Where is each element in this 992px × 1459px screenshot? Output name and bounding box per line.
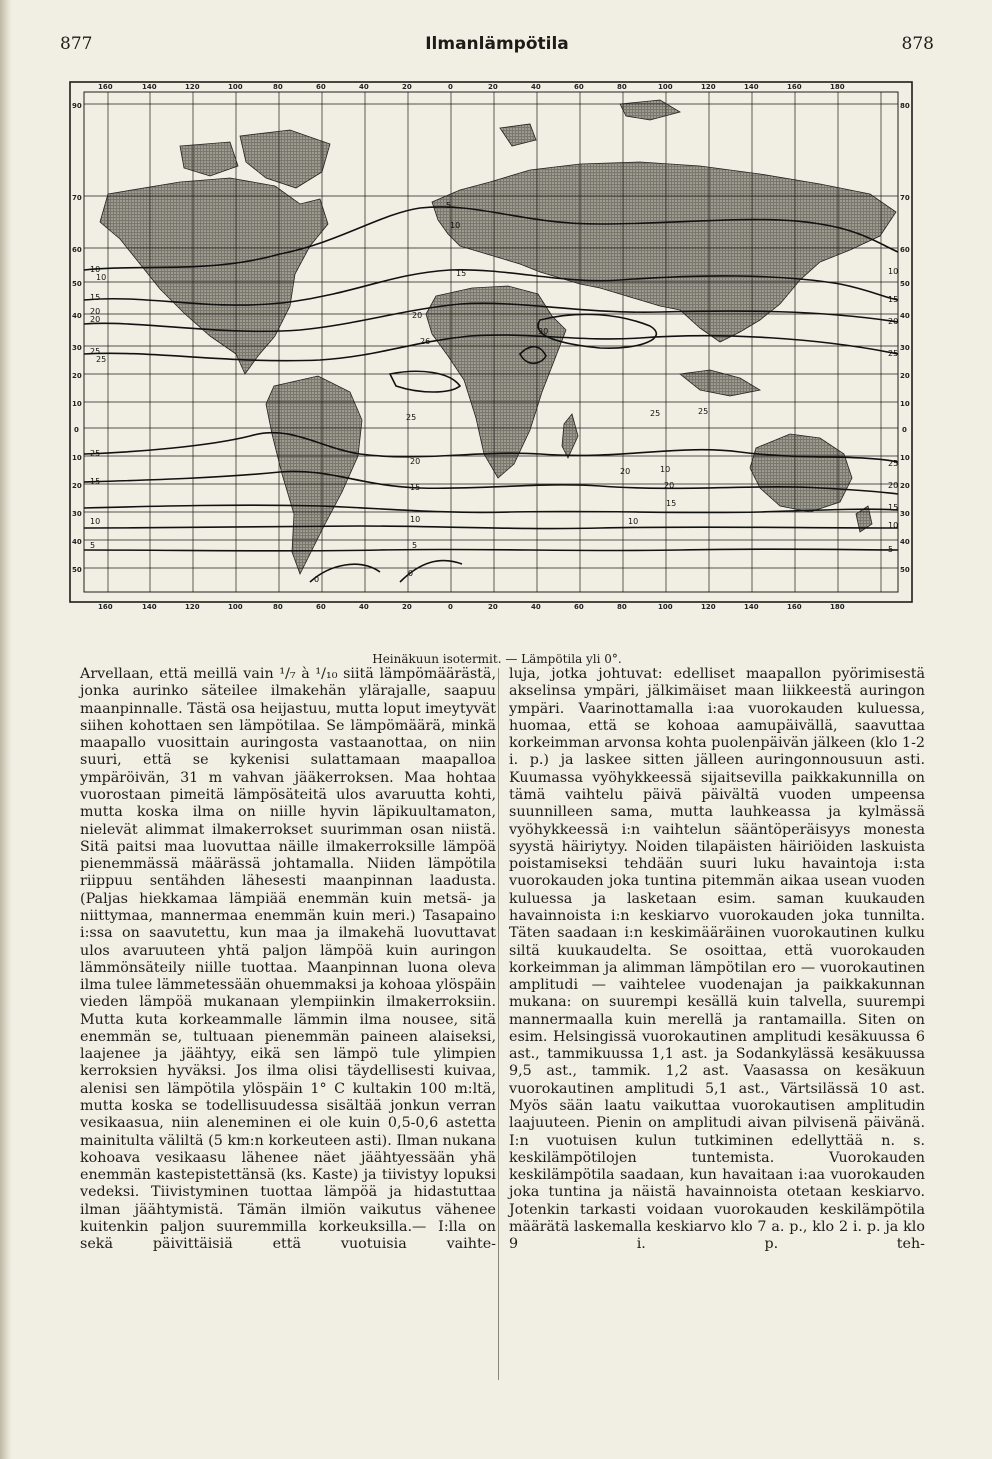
iso-15b: 15 [456, 269, 467, 278]
iso-s20a: 20 [410, 457, 421, 466]
top-lon-12: 80 [617, 83, 627, 91]
bottom-lon-13: 100 [658, 603, 673, 611]
iso-n15r: 15 [666, 499, 677, 508]
iso-10b: 10 [90, 265, 101, 274]
iso-s20b: 20 [620, 467, 631, 476]
bottom-lon-16: 160 [787, 603, 802, 611]
top-lon-1: 140 [142, 83, 157, 91]
iso-s10c: 10 [628, 517, 639, 526]
top-lon-14: 120 [701, 83, 716, 91]
iso-n25r: 25 [698, 407, 709, 416]
top-lon-0: 160 [98, 83, 113, 91]
map-svg [60, 74, 934, 614]
top-lon-9: 20 [488, 83, 498, 91]
left-column-text: Arvellaan, että meillä vain ¹/₇ à ¹/₁₀ siitä lämpömäärästä, jonka aurinko säteilee ilmakehän ylärajalle, saapuu maanpinnalle. Tästä osa heijastuu, mutta loput imeytyvät siihen kohottaen sen lämpötilaa. Se lämpömäärä, minkä maapallo vuosittain auringosta vastaanottaa, on niin suuri, että se kykenisi sulattamaan maapalloa ympäröivän, 31 m vahvan jääkerroksen. Maa hohtaa vuorostaan pimeitä lämpösäteitä ulos avaruutta kohti, mutta koska ilma on niille hyvin läpikuultamaton, nielevät alimmat ilmakerrokset suurimman osan niistä. Sitä paitsi maa luovuttaa näille ilmakerroksille lämpöä pienemmässä määrässä johtamalla. Niiden lämpötila riippuu sentähden lähesesti maanpinnan laadusta. (Paljas hiekkamaa lämpiää enemmän kuin metsä- ja niittymaa, mannermaa enemmän kuin meri.) Tasapaino i:ssa on saavutettu, kun maa ja ilmakehä luovuttavat ulos avaruuteen yhtä paljon lämpöä kuin auringon lämmönsäteily niille tuottaa. Maanpinnan luona oleva ilma tulee lämmetessään ohuemmaksi ja kohoaa ylöspäin vieden lämpöä mukanaan ylempiinkin ilmakerroksiin. Mutta kuta korkeammalle lämmin ilma nousee, sitä enemmän se, tultuaan pienemmän paineen alaiseksi, laajenee ja jäähtyy, eikä sen lämpö tule ylimpien kerroksien hyväksi. Jos ilma olisi täydellisesti kuivaa, alenisi sen lämpötila ylöspäin 1° C kultakin 100 m:ltä, mutta koska se todellisuudessa sisältää jonkun verran vesikaasua, niin aleneminen ei ole kuin 0,5-0,6 astetta mainitulta väliltä (5 km:n korkeuteen asti). Ilman nukana kohoava vesikaasu lähenee näet jäähtyessään yhä enemmän kastepistettänsä (ks. Kaste) ja tiivistyy lopuksi vedeksi. Tiivistyminen tuottaa lämpöä ja hidastuttaa ilman jäähtymistä. Tämän ilmiön vaikutus vähenee kuitenkin paljon suuremmilla korkeuksilla.— I:lla on sekä päivittäisiä että vuotuisia vaihte- [80, 666, 496, 1253]
top-lon-7: 20 [402, 83, 412, 91]
bottom-lon-14: 120 [701, 603, 716, 611]
left-column [80, 666, 496, 1254]
top-lon-4: 80 [273, 83, 283, 91]
iso-10c: 10 [888, 267, 899, 276]
iso-20c: 20 [888, 317, 899, 326]
iso-s25r: 25 [888, 459, 899, 468]
iso-s10a: 10 [90, 517, 101, 526]
top-lon-2: 120 [185, 83, 200, 91]
right-lat-9: 10 [900, 454, 910, 462]
iso-25a: 25 [90, 347, 101, 356]
right-column [509, 666, 925, 1254]
isotherm-world-map [60, 74, 934, 614]
iso-25d: 25 [650, 409, 661, 418]
left-lat-10: 20 [72, 482, 82, 490]
figure-caption: Heinäkuun isotermit. — Lämpötila yli 0°. [372, 652, 622, 666]
iso-s5c: 5 [888, 545, 894, 554]
left-lat-1: 70 [72, 194, 82, 202]
bottom-lon-11: 60 [574, 603, 584, 611]
book-binding-edge [0, 0, 12, 1459]
iso-5: 5 [446, 201, 452, 210]
left-lat-2: 60 [72, 246, 82, 254]
right-lat-4: 40 [900, 312, 910, 320]
top-lon-5: 60 [316, 83, 326, 91]
left-lat-4: 40 [72, 312, 82, 320]
bottom-lon-15: 140 [744, 603, 759, 611]
right-lat-6: 20 [900, 372, 910, 380]
iso-s25: 25 [90, 449, 101, 458]
top-lon-15: 140 [744, 83, 759, 91]
left-lat-8: 0 [74, 426, 79, 434]
bottom-lon-1: 140 [142, 603, 157, 611]
top-lon-11: 60 [574, 83, 584, 91]
bottom-lon-17: 180 [830, 603, 845, 611]
bottom-lon-9: 20 [488, 603, 498, 611]
bottom-lon-4: 80 [273, 603, 283, 611]
left-lat-7: 10 [72, 400, 82, 408]
iso-26: 26 [420, 337, 431, 346]
bottom-lon-7: 20 [402, 603, 412, 611]
top-lon-17: 180 [830, 83, 845, 91]
iso-s15b: 15 [410, 483, 421, 492]
iso-30: 30 [538, 327, 549, 336]
left-lat-5: 30 [72, 344, 82, 352]
top-lon-6: 40 [359, 83, 369, 91]
page-number-left: 877 [60, 34, 93, 54]
iso-s15a: 15 [90, 477, 101, 486]
left-lat-12: 40 [72, 538, 82, 546]
page-header [60, 34, 934, 60]
bottom-lon-5: 60 [316, 603, 326, 611]
iso-15a: 15 [90, 293, 101, 302]
iso-20a: 20 [90, 315, 101, 324]
right-lat-8: 0 [902, 426, 907, 434]
iso-n20r: 20 [664, 481, 675, 490]
top-lon-3: 100 [228, 83, 243, 91]
left-lat-3: 50 [72, 280, 82, 288]
iso-25c: 25 [406, 413, 417, 422]
iso-25b: 25 [888, 349, 899, 358]
bottom-lon-8: 0 [448, 603, 453, 611]
page-number-right: 878 [901, 34, 934, 54]
bottom-lon-0: 160 [98, 603, 113, 611]
left-lat-6: 20 [72, 372, 82, 380]
column-rule [498, 668, 499, 1380]
right-lat-5: 30 [900, 344, 910, 352]
bottom-lon-2: 120 [185, 603, 200, 611]
bottom-longitude-labels [98, 603, 845, 611]
iso-s5a: 5 [90, 541, 96, 550]
iso-s0a: 0 [314, 575, 320, 584]
top-lon-10: 40 [531, 83, 541, 91]
bottom-lon-10: 40 [531, 603, 541, 611]
right-lat-0: 80 [900, 102, 910, 110]
bottom-lon-6: 40 [359, 603, 369, 611]
iso-n15l: 15 [888, 295, 899, 304]
bottom-lon-3: 100 [228, 603, 243, 611]
right-lat-10: 20 [900, 482, 910, 490]
right-lat-2: 60 [900, 246, 910, 254]
right-lat-11: 30 [900, 510, 910, 518]
top-lon-16: 160 [787, 83, 802, 91]
left-lat-0: 90 [72, 102, 82, 110]
right-column-text: luja, jotka johtuvat: edelliset maapallon pyörimisestä akselinsa ympäri, jälkimäiset maan liikkeestä auringon ympäri. Vaarinottamalla i:aa vuorokauden kuluessa, huomaa, että se kohoaa aamupäivällä, saavuttaa korkeimman arvonsa kohta puolenpäivän jälkeen (klo 1-2 i. p.) ja laskee sitten jälleen auringonnousuun asti. Kuumassa vyöhykkeessä sijaitsevilla paikkakunnilla on tämä vaihtelu päivä päivältä vuoden umpeensa suunnilleen sama, mutta lauhkeassa ja kylmässä vyöhykkeessä i:n vaihtelun sääntöperäisyys monesta syystä häiriytyy. Noiden tilapäisten häiriöiden laskuista poistamiseksi tehdään suuri luku havaintoja i:sta vuorokauden joka tuntina pitemmän aikaa usean vuoden kuluessa ja lasketaan esim. saman kuukauden havainnoista i:n keskiarvo vuorokauden joka tunnilta. Täten saadaan i:n keskimääräinen vuorokautinen kulku siltä kuukaudelta. Se osoittaa, että vuorokauden korkeimman ja alimman lämpötilan ero — vuorokautinen amplitudi — vaihtelee vuodenajan ja paikkakunnan mukana: on suurempi kesällä kuin talvella, suurempi mannermaalla kuin merellä ja rantamailla. Siten on esim. Helsingissä vuorokautinen amplitudi kesäkuussa 6 ast., tammikuussa 1,1 ast. ja Sodankylässä kesäkuussa 9,5 ast., tammik. 1,2 ast. Vaasassa on kesäkuun vuorokautinen amplitudi 5,1 ast., Värtsilässä 10 ast. Myös sään laatu vaikuttaa vuorokautisen amplitudin laajuuteen. Pienin on amplitudi aivan pilvisenä päivänä. I:n vuotuisen kulun tutkiminen edellyttää n. s. keskilämpötilojen tuntemista. Vuorokauden keskilämpötila saadaan, kun havaitaan i:aa vuorokauden joka tuntina ja näistä havainnoista otetaan keskiarvo. Jotenkin tarkasti voidaan vuorokauden keskilämpötila määrätä laskemalla keskiarvo klo 7 a. p., klo 2 i. p. ja klo 9 i. p. teh- [509, 666, 925, 1253]
right-lat-12: 40 [900, 538, 910, 546]
iso-n20l: 20 [90, 307, 101, 316]
iso-s20c: 20 [888, 481, 899, 490]
bottom-lon-12: 80 [617, 603, 627, 611]
left-lat-9: 10 [72, 454, 82, 462]
right-lat-1: 70 [900, 194, 910, 202]
top-lon-13: 100 [658, 83, 673, 91]
right-lat-7: 10 [900, 400, 910, 408]
iso-n25l: 25 [96, 355, 107, 364]
iso-s0b: 0 [408, 569, 414, 578]
running-title: Ilmanlämpötila [425, 34, 569, 54]
right-lat-13: 50 [900, 566, 910, 574]
iso-s15c: 15 [888, 503, 899, 512]
iso-n10r: 10 [660, 465, 671, 474]
right-lat-3: 50 [900, 280, 910, 288]
iso-s10d: 10 [888, 521, 899, 530]
iso-s10b: 10 [410, 515, 421, 524]
left-lat-11: 30 [72, 510, 82, 518]
left-lat-13: 50 [72, 566, 82, 574]
top-lon-8: 0 [448, 83, 453, 91]
iso-10a: 10 [450, 221, 461, 230]
iso-20b: 20 [412, 311, 423, 320]
iso-s5b: 5 [412, 541, 418, 550]
iso-n10l: 10 [96, 273, 107, 282]
